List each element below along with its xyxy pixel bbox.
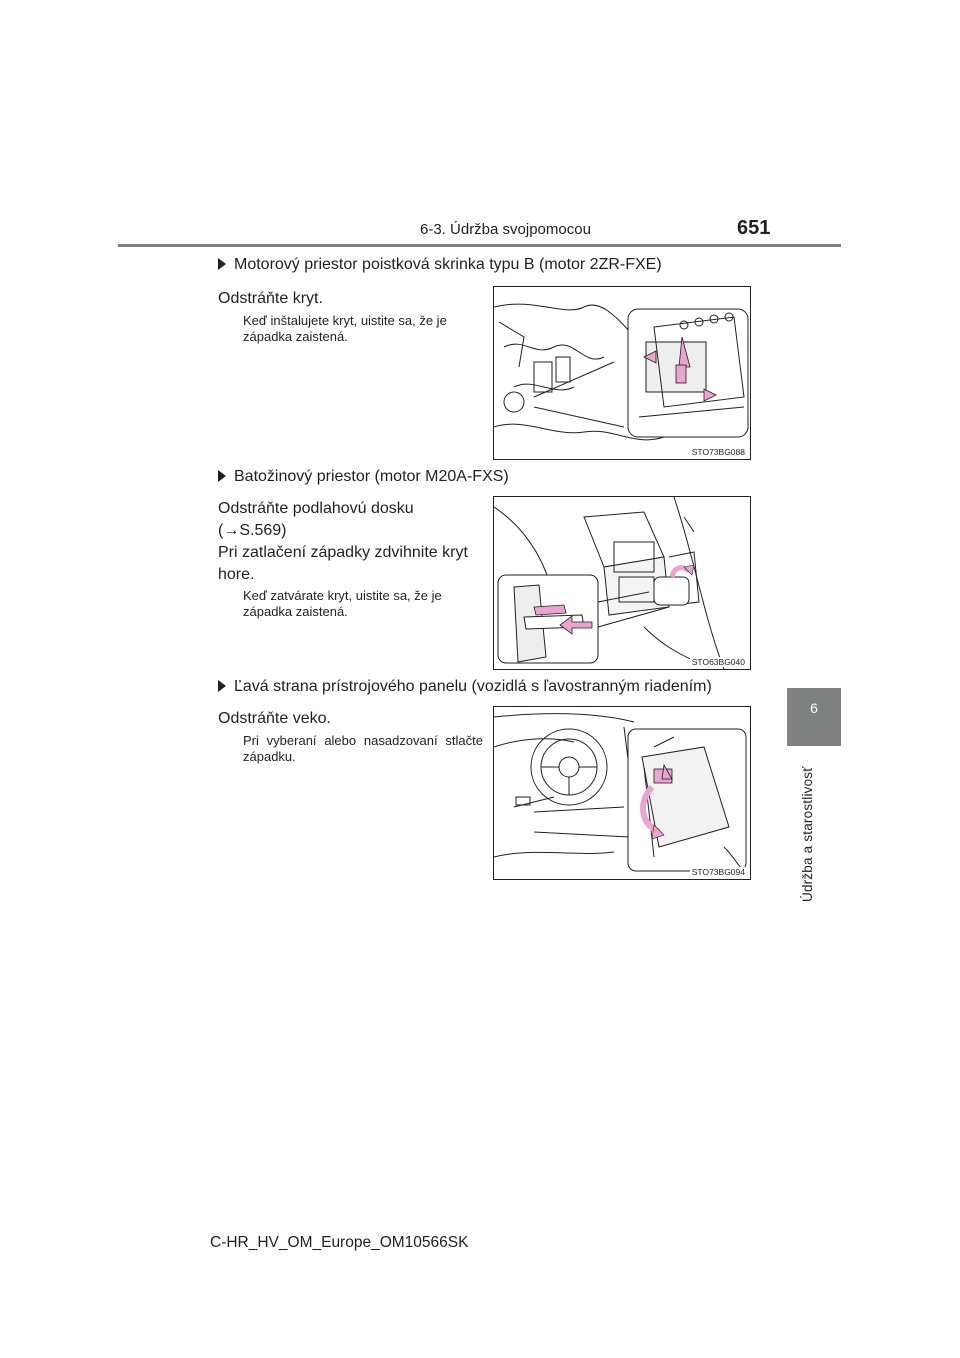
footer-document-id: C-HR_HV_OM_Europe_OM10566SK <box>210 1234 469 1251</box>
figure-code-2: STO63BG040 <box>691 657 745 667</box>
section-heading-2-text: Batožinový priestor (motor M20A-FXS) <box>234 468 509 485</box>
header-divider <box>118 244 841 247</box>
figure-code-3: STO73BG094 <box>691 867 745 877</box>
step-text-3: Odstráňte veko. <box>218 710 331 727</box>
figure-dashboard-lid <box>493 706 751 880</box>
section-heading-3-text: Ľavá strana prístrojového panelu (vozidlá s ľavostranným riadením) <box>234 678 712 695</box>
figure-engine-fuse-box <box>493 286 751 460</box>
step-text-2c: Pri zatlačení západky zdvihnite kryt <box>218 544 468 561</box>
bullet-triangle-icon <box>218 258 226 270</box>
page-number: 651 <box>737 217 771 239</box>
chapter-title: Údržba a starostlivosť <box>800 766 815 902</box>
step-text-2d: hore. <box>218 566 255 583</box>
step-text-2a: Odstráňte podlahovú dosku <box>218 500 414 517</box>
step-text-1: Odstráňte kryt. <box>218 290 323 307</box>
section-heading-1 <box>218 256 662 274</box>
note-text-1: Keď inštalujete kryt, uistite sa, že je západka zaistená. <box>243 313 447 344</box>
figure-luggage-fuse-box <box>493 496 751 670</box>
section-heading-1-text: Motorový priestor poistková skrinka typu B (motor 2ZR-FXE) <box>234 256 662 273</box>
section-heading-2 <box>218 468 509 486</box>
figure-code-1: STO73BG088 <box>691 447 745 457</box>
bullet-triangle-icon <box>218 470 226 482</box>
bullet-triangle-icon <box>218 680 226 692</box>
chapter-number: 6 <box>810 700 818 716</box>
note-text-3: Pri vyberaní alebo nasadzovaní stlačte západku. <box>243 733 483 764</box>
header-section-title: 6-3. Údržba svojpomocou <box>420 221 591 238</box>
note-text-2: Keď zatvárate kryt, uistite sa, že je západka zaistená. <box>243 588 442 619</box>
section-heading-3 <box>218 678 712 696</box>
chapter-tab <box>787 688 841 746</box>
step-text-2b: (→S.569) <box>218 522 287 539</box>
